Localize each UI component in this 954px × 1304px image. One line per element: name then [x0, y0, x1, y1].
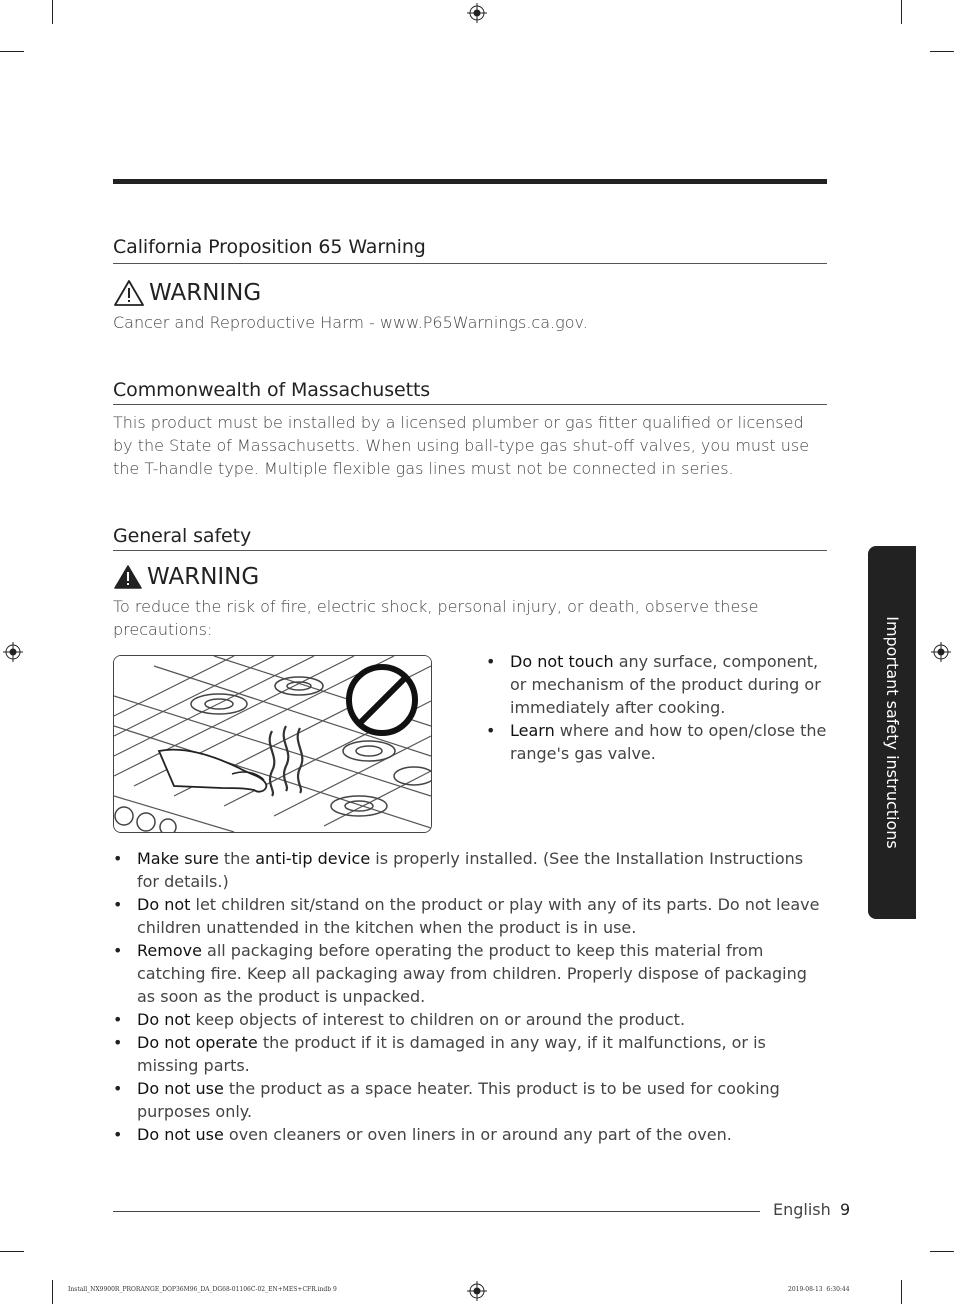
- registration-mark-icon: [467, 1281, 487, 1301]
- warning-label-prop65: [113, 279, 261, 307]
- heading-rule: [113, 404, 827, 405]
- chapter-side-tab: [868, 546, 916, 919]
- list-item: [113, 1031, 829, 1077]
- bullet-text: Do not touch any surface, component, or mechanism of the product during or immediately after cooking.: [510, 652, 821, 717]
- registration-mark-icon: [467, 3, 487, 23]
- bullet-dot: •: [113, 1079, 123, 1098]
- bullet-text: Make sure the anti-tip device is properly installed. (See the Installation Instructions for details.): [137, 849, 804, 891]
- bullet-dot: •: [113, 1125, 123, 1144]
- print-imprint-right: 2019-08-13 ￼ 6:30:44: [788, 1286, 850, 1293]
- bullet-text: Remove all packaging before operating the product to keep this material from catching fire. Keep all packaging away from children. Properly dispose of packaging as soon as the product is unpacked.: [137, 941, 807, 1006]
- warning-label-general: [113, 563, 259, 591]
- bullet-dot: •: [113, 1033, 123, 1052]
- hot-cooktop-illustration: [113, 655, 432, 833]
- warning-triangle-filled-icon: [113, 564, 143, 590]
- prop65-text: Cancer and Reproductive Harm - www.P65Warnings.ca.gov.: [113, 313, 588, 332]
- bullet-text: Do not use oven cleaners or oven liners in or around any part of the oven.: [137, 1125, 732, 1144]
- registration-mark-icon: [931, 642, 951, 662]
- bullet-text: Do not let children sit/stand on the product or play with any of its parts. Do not leave children unattended in the kitchen when the product is in use.: [137, 895, 820, 937]
- bullet-text: Do not keep objects of interest to children on or around the product.: [137, 1010, 686, 1029]
- list-item: [113, 847, 829, 893]
- bullet-text: Learn where and how to open/close the range's gas valve.: [510, 721, 827, 763]
- heading-rule: [113, 263, 827, 264]
- general-safety-intro: To reduce the risk of fire, electric shock, personal injury, or death, observe these precautions:: [113, 597, 759, 639]
- registration-mark-icon: [3, 642, 23, 662]
- top-divider-bar: [113, 179, 827, 184]
- bullet-dot: •: [486, 721, 496, 740]
- footer-rule: [113, 1211, 760, 1212]
- list-item: [113, 1008, 829, 1031]
- crop-mark: [930, 1251, 954, 1252]
- bullet-dot: •: [486, 652, 496, 671]
- warning-triangle-outline-icon: [113, 279, 145, 307]
- section-heading-prop65: California Proposition 65 Warning: [113, 236, 426, 258]
- list-item: [113, 893, 829, 939]
- bullet-text: Do not operate the product if it is damaged in any way, if it malfunctions, or is missing parts.: [137, 1033, 766, 1075]
- heading-rule: [113, 550, 827, 551]
- list-item: [486, 650, 831, 720]
- print-imprint-left: Install_NX9900R_PRORANGE_DOP36M96_DA_DG68-01106C-02_EN+MES+CFR.indb 9: [68, 1286, 337, 1293]
- bullet-dot: •: [113, 849, 123, 868]
- list-item: [113, 939, 829, 1008]
- bullet-dot: •: [113, 941, 123, 960]
- crop-mark: [0, 51, 24, 52]
- crop-mark: [930, 51, 954, 52]
- warning-text: WARNING: [147, 564, 260, 590]
- massachusetts-text: This product must be installed by a licensed plumber or gas fitter qualified or licensed by the State of Massachusetts. When using ball-type gas shut-off valves, you must use the T-handle type. Multiple flexible gas lines must not be connected in series.: [113, 413, 810, 478]
- section-heading-general-safety: General safety: [113, 525, 252, 547]
- crop-mark: [52, 0, 53, 24]
- bullet-dot: •: [113, 1010, 123, 1029]
- footer-language: English: [773, 1200, 831, 1219]
- list-item: [486, 719, 831, 765]
- crop-mark: [901, 0, 902, 24]
- crop-mark: [0, 1251, 24, 1252]
- section-heading-massachusetts: Commonwealth of Massachusetts: [113, 379, 431, 401]
- list-item: [113, 1077, 829, 1123]
- crop-mark: [901, 1280, 902, 1304]
- crop-mark: [52, 1280, 53, 1304]
- bullet-text: Do not use the product as a space heater. This product is to be used for cooking purposes only.: [137, 1079, 780, 1121]
- page-number: 9: [840, 1200, 851, 1219]
- warning-text: WARNING: [149, 280, 262, 306]
- list-item: [113, 1123, 829, 1146]
- chapter-side-tab-label: Important safety instructions: [883, 616, 902, 849]
- bullet-dot: •: [113, 895, 123, 914]
